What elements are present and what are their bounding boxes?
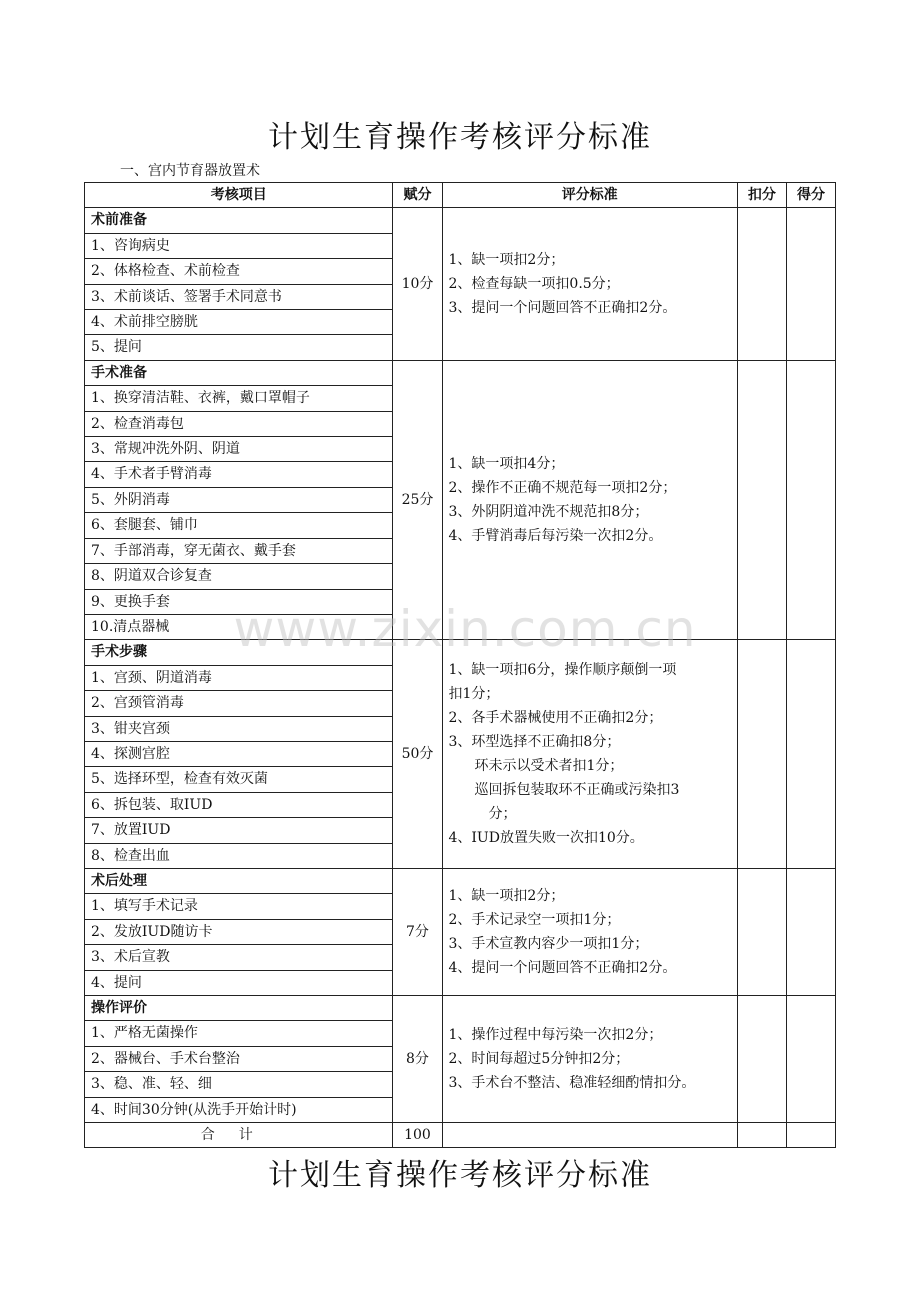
- criteria-line: 2、手术记录空一项扣1分；: [448, 911, 621, 928]
- group-criteria: [442, 208, 737, 360]
- group-title: 手术准备: [85, 360, 393, 385]
- item-cell: 5、提问: [85, 335, 393, 360]
- criteria-line: 环未示以受术者扣1分；: [474, 758, 624, 775]
- criteria-line: 3、外阴阴道冲洗不规范扣8分；: [448, 504, 649, 521]
- item-cell: 2、发放IUD随访卡: [85, 919, 393, 944]
- item-cell: 4、提问: [85, 970, 393, 995]
- criteria-line: 3、提问一个问题回答不正确扣2分。: [448, 300, 677, 317]
- group-row: [85, 996, 836, 1021]
- item-cell: 10.清点器械: [85, 614, 393, 639]
- item-cell: 6、套腿套、铺巾: [85, 513, 393, 538]
- group-title: 操作评价: [85, 996, 393, 1021]
- item-cell: 5、选择环型，检查有效灭菌: [85, 767, 393, 792]
- criteria-line: 1、缺一项扣6分，操作顺序颠倒一项: [448, 662, 677, 679]
- criteria-line: 4、IUD放置失败一次扣10分。: [448, 830, 644, 847]
- deduct-cell[interactable]: [737, 996, 786, 1123]
- criteria-line: 巡回拆包装取环不正确或污染扣3: [474, 782, 680, 799]
- item-cell: 4、时间30分钟(从洗手开始计时): [85, 1097, 393, 1122]
- item-cell: 2、宫颈管消毒: [85, 691, 393, 716]
- item-cell: 3、钳夹宫颈: [85, 716, 393, 741]
- item-cell: 7、手部消毒，穿无菌衣、戴手套: [85, 538, 393, 563]
- group-criteria: [442, 868, 737, 995]
- section-label: 一、宫内节育器放置术: [120, 163, 260, 179]
- total-deduct-cell[interactable]: [737, 1123, 786, 1148]
- group-row: [85, 640, 836, 665]
- item-cell: 5、外阴消毒: [85, 487, 393, 512]
- footer-title: 计划生育操作考核评分标准: [268, 1158, 652, 1193]
- group-criteria: [442, 640, 737, 869]
- get-score-cell[interactable]: [786, 208, 835, 360]
- item-cell: 9、更换手套: [85, 589, 393, 614]
- group-score: 10分: [393, 208, 442, 360]
- watermark: www.zixin.com.cn: [233, 600, 697, 658]
- header-item: 考核项目: [85, 183, 393, 208]
- item-cell: 3、术前谈话、签署手术同意书: [85, 284, 393, 309]
- criteria-line: 2、操作不正确不规范每一项扣2分；: [448, 480, 677, 497]
- item-cell: 8、检查出血: [85, 843, 393, 868]
- deduct-cell[interactable]: [737, 868, 786, 995]
- criteria-line: 1、缺一项扣2分；: [448, 252, 565, 269]
- group-score: 8分: [393, 996, 442, 1123]
- item-cell: 8、阴道双合诊复查: [85, 564, 393, 589]
- criteria-line: 4、提问一个问题回答不正确扣2分。: [448, 959, 677, 976]
- criteria-line: 2、时间每超过5分钟扣2分；: [448, 1051, 630, 1068]
- group-title: 术前准备: [85, 208, 393, 233]
- criteria-line: 3、手术宣教内容少一项扣1分；: [448, 935, 649, 952]
- header-criteria: 评分标准: [442, 183, 737, 208]
- criteria-line: 3、环型选择不正确扣8分；: [448, 734, 621, 751]
- group-score: 7分: [393, 868, 442, 995]
- item-cell: 1、换穿清洁鞋、衣裤，戴口罩帽子: [85, 386, 393, 411]
- criteria-line: 1、操作过程中每污染一次扣2分；: [448, 1027, 663, 1044]
- criteria-line: 1、缺一项扣4分；: [448, 456, 565, 473]
- group-criteria: [442, 360, 737, 639]
- scoring-table: [84, 182, 836, 1148]
- group-score: 50分: [393, 640, 442, 869]
- total-criteria-cell: [442, 1123, 737, 1148]
- criteria-line: 2、各手术器械使用不正确扣2分；: [448, 710, 663, 727]
- group-title: 术后处理: [85, 868, 393, 893]
- deduct-cell[interactable]: [737, 640, 786, 869]
- group-title: 手术步骤: [85, 640, 393, 665]
- total-score: 100: [393, 1123, 442, 1148]
- criteria-line: 扣1分；: [448, 686, 500, 703]
- get-score-cell[interactable]: [786, 360, 835, 639]
- item-cell: 1、咨询病史: [85, 233, 393, 258]
- criteria-line: 1、缺一项扣2分；: [448, 887, 565, 904]
- page-title: 计划生育操作考核评分标准: [268, 120, 652, 155]
- item-cell: 1、宫颈、阴道消毒: [85, 665, 393, 690]
- item-cell: 1、填写手术记录: [85, 894, 393, 919]
- header-deduct: 扣分: [737, 183, 786, 208]
- item-cell: 3、术后宣教: [85, 945, 393, 970]
- total-get-cell[interactable]: [786, 1123, 835, 1148]
- table-body: [85, 208, 836, 1148]
- total-label: 合计: [85, 1123, 393, 1148]
- item-cell: 2、体格检查、术前检查: [85, 259, 393, 284]
- item-cell: 4、术前排空膀胱: [85, 310, 393, 335]
- group-row: [85, 208, 836, 233]
- group-score: 25分: [393, 360, 442, 639]
- get-score-cell[interactable]: [786, 868, 835, 995]
- group-row: [85, 360, 836, 385]
- group-row: [85, 868, 836, 893]
- header-score: 赋分: [393, 183, 442, 208]
- item-cell: 4、手术者手臂消毒: [85, 462, 393, 487]
- item-cell: 1、严格无菌操作: [85, 1021, 393, 1046]
- item-cell: 2、器械台、手术台整治: [85, 1046, 393, 1071]
- table-header-row: [85, 183, 836, 208]
- item-cell: 3、常规冲洗外阴、阴道: [85, 437, 393, 462]
- deduct-cell[interactable]: [737, 208, 786, 360]
- criteria-line: 2、检查每缺一项扣0.5分；: [448, 276, 620, 293]
- group-criteria: [442, 996, 737, 1123]
- deduct-cell[interactable]: [737, 360, 786, 639]
- total-row: [85, 1123, 836, 1148]
- item-cell: 4、探测宫腔: [85, 741, 393, 766]
- item-cell: 6、拆包装、取IUD: [85, 792, 393, 817]
- item-cell: 7、放置IUD: [85, 818, 393, 843]
- criteria-line: 分；: [488, 806, 517, 823]
- item-cell: 3、稳、准、轻、细: [85, 1072, 393, 1097]
- item-cell: 2、检查消毒包: [85, 411, 393, 436]
- criteria-line: 3、手术台不整洁、稳准轻细酌情扣分。: [448, 1075, 696, 1092]
- criteria-line: 4、手臂消毒后每污染一次扣2分。: [448, 528, 663, 545]
- get-score-cell[interactable]: [786, 640, 835, 869]
- get-score-cell[interactable]: [786, 996, 835, 1123]
- header-get: 得分: [786, 183, 835, 208]
